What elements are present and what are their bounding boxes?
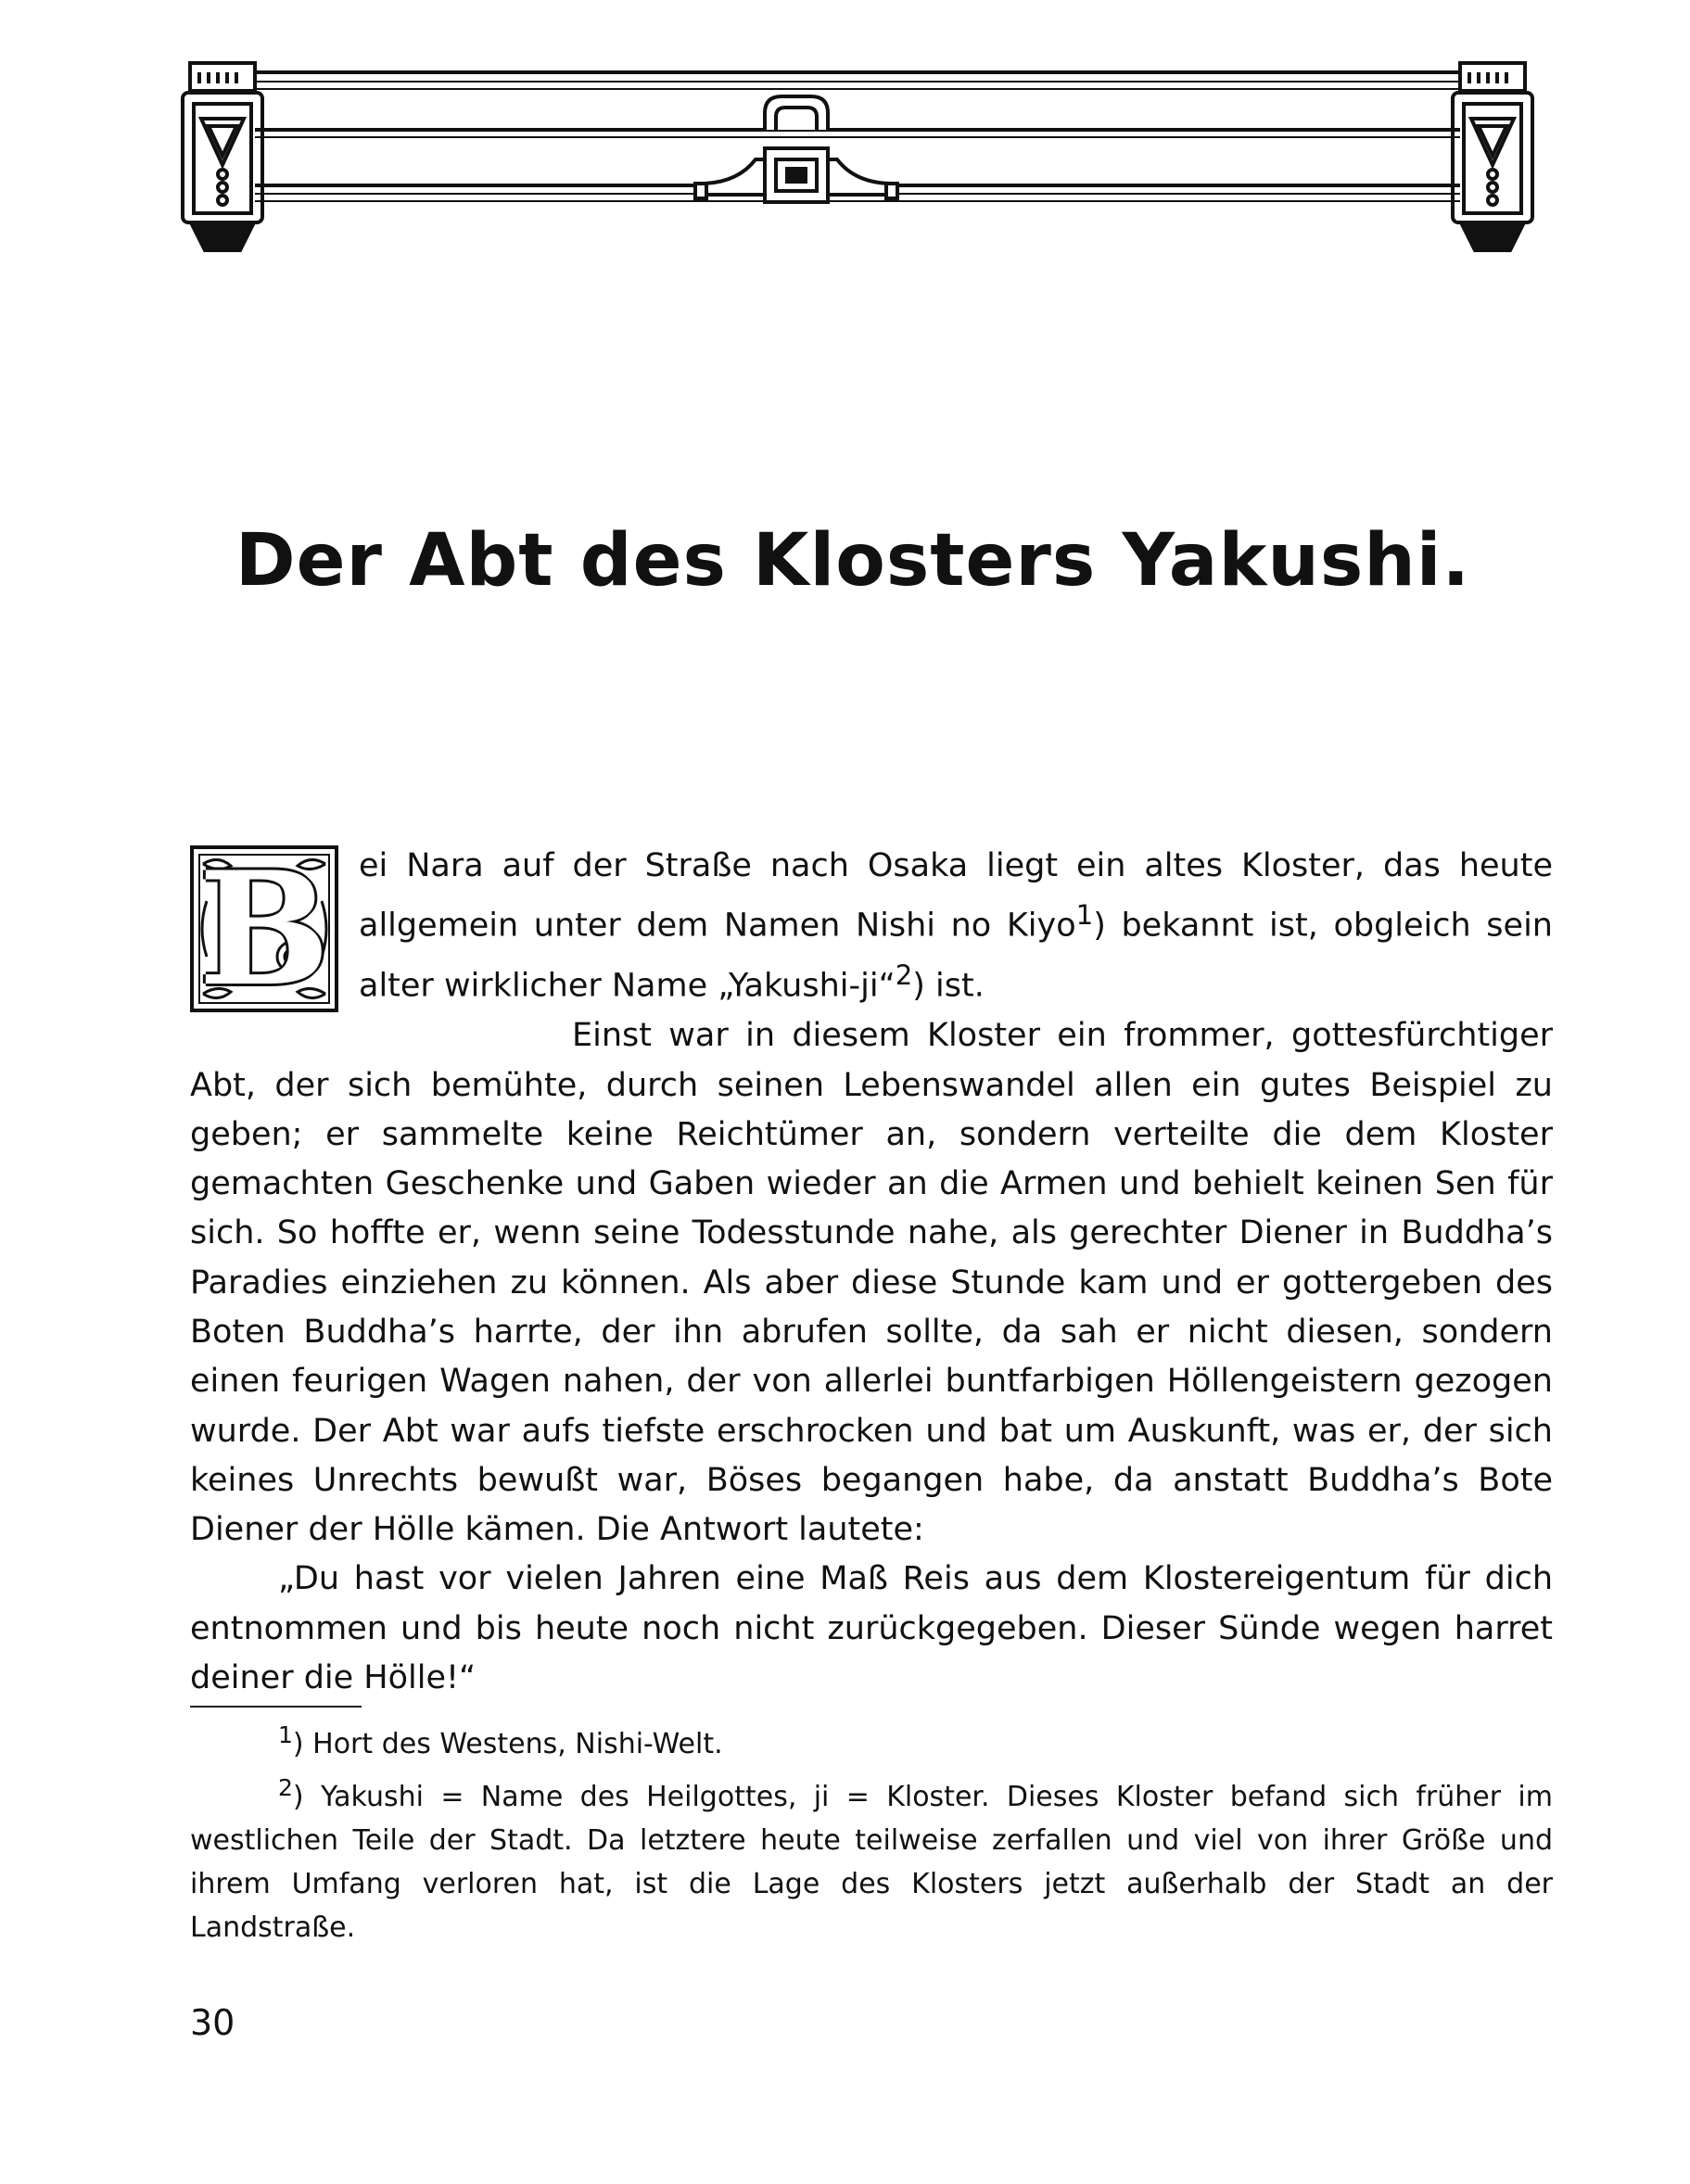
page-number: 30 bbox=[190, 2002, 235, 2043]
paragraph-2: Einst war in diesem Kloster ein frommer, gottesfürchtiger Abt, der sich bemühte, durch seinen Lebenswandel allen ein gutes Beispiel zu geben; er sammelte keine Reichtümer an, sondern verteilte die dem Kloster gemachten Geschenke und Gaben wieder an die Armen und behielt keinen Sen für sich. So hoffte er, wenn seine Todesstunde nahe, als gerechter Diener in Buddha’s Paradies einziehen zu können. Als aber diese Stunde kam und er gottergeben des Boten Buddha’s harrte, der ihn abrufen sollte, da sah er nicht diesen, sondern einen feurigen Wagen nahen, der von allerlei buntfarbigen Höllengeistern gezogen wurde. Der Abt war aufs tiefste erschrocken und bat um Auskunft, was er, der sich keines Unrechts bewußt war, Böses begangen habe, da anstatt Buddha’s Bote Diener der Hölle kämen. Die Antwort lautete: bbox=[190, 1017, 1553, 1549]
drop-cap-letter: B bbox=[198, 837, 330, 1021]
paragraph-1 bbox=[190, 837, 1553, 1021]
footnote-divider bbox=[190, 1706, 362, 1708]
footnote-1-marker: 1 bbox=[278, 1721, 293, 1748]
footnote-ref-2: 2 bbox=[895, 959, 913, 992]
paragraph-1-text-b: ) bekannt ist, obgleich sein alter wirklicher Name „Yakushi-ji“ bbox=[359, 907, 1553, 1005]
footnote-ref-1: 1 bbox=[1075, 899, 1094, 932]
paragraph-1-text-a: ei Nara auf der Straße nach Osaka liegt ein altes Kloster, das heute allgemein unter dem Namen Nishi no Kiyo bbox=[359, 847, 1553, 945]
footnote-2-text: ) Yakushi = Name des Heilgottes, ji = Kloster. Dieses Kloster befand sich früher im westlichen Teile der Stadt. Da letztere heute teilweise zerfallen und viel von ihrer Größe und ihrem Umfang verloren hat, ist die Lage des Klosters jetzt außerhalb der Stadt an der Landstraße. bbox=[190, 1781, 1553, 1944]
footnote-2-marker: 2 bbox=[278, 1774, 293, 1801]
footnote-2 bbox=[190, 1766, 1553, 1949]
footnote-1-text: ) Hort des Westens, Nishi-Welt. bbox=[292, 1728, 723, 1760]
footnotes bbox=[190, 1713, 1553, 1949]
body-text bbox=[190, 837, 1553, 1703]
chapter-title: Der Abt des Klosters Yakushi. bbox=[235, 519, 1471, 603]
paragraph-3-quote: „Du hast vor vielen Jahren eine Maß Reis aus dem Klostereigentum für dich entnommen und bis heute noch nicht zurückgegeben. Dieser Sünde wegen harret deiner die Hölle!“ bbox=[190, 1560, 1553, 1697]
footnote-1 bbox=[190, 1713, 1553, 1766]
drop-cap bbox=[190, 837, 338, 1021]
paragraph-1-text-c: ) ist. bbox=[912, 967, 985, 1005]
header-ornament-icon bbox=[181, 56, 1534, 278]
